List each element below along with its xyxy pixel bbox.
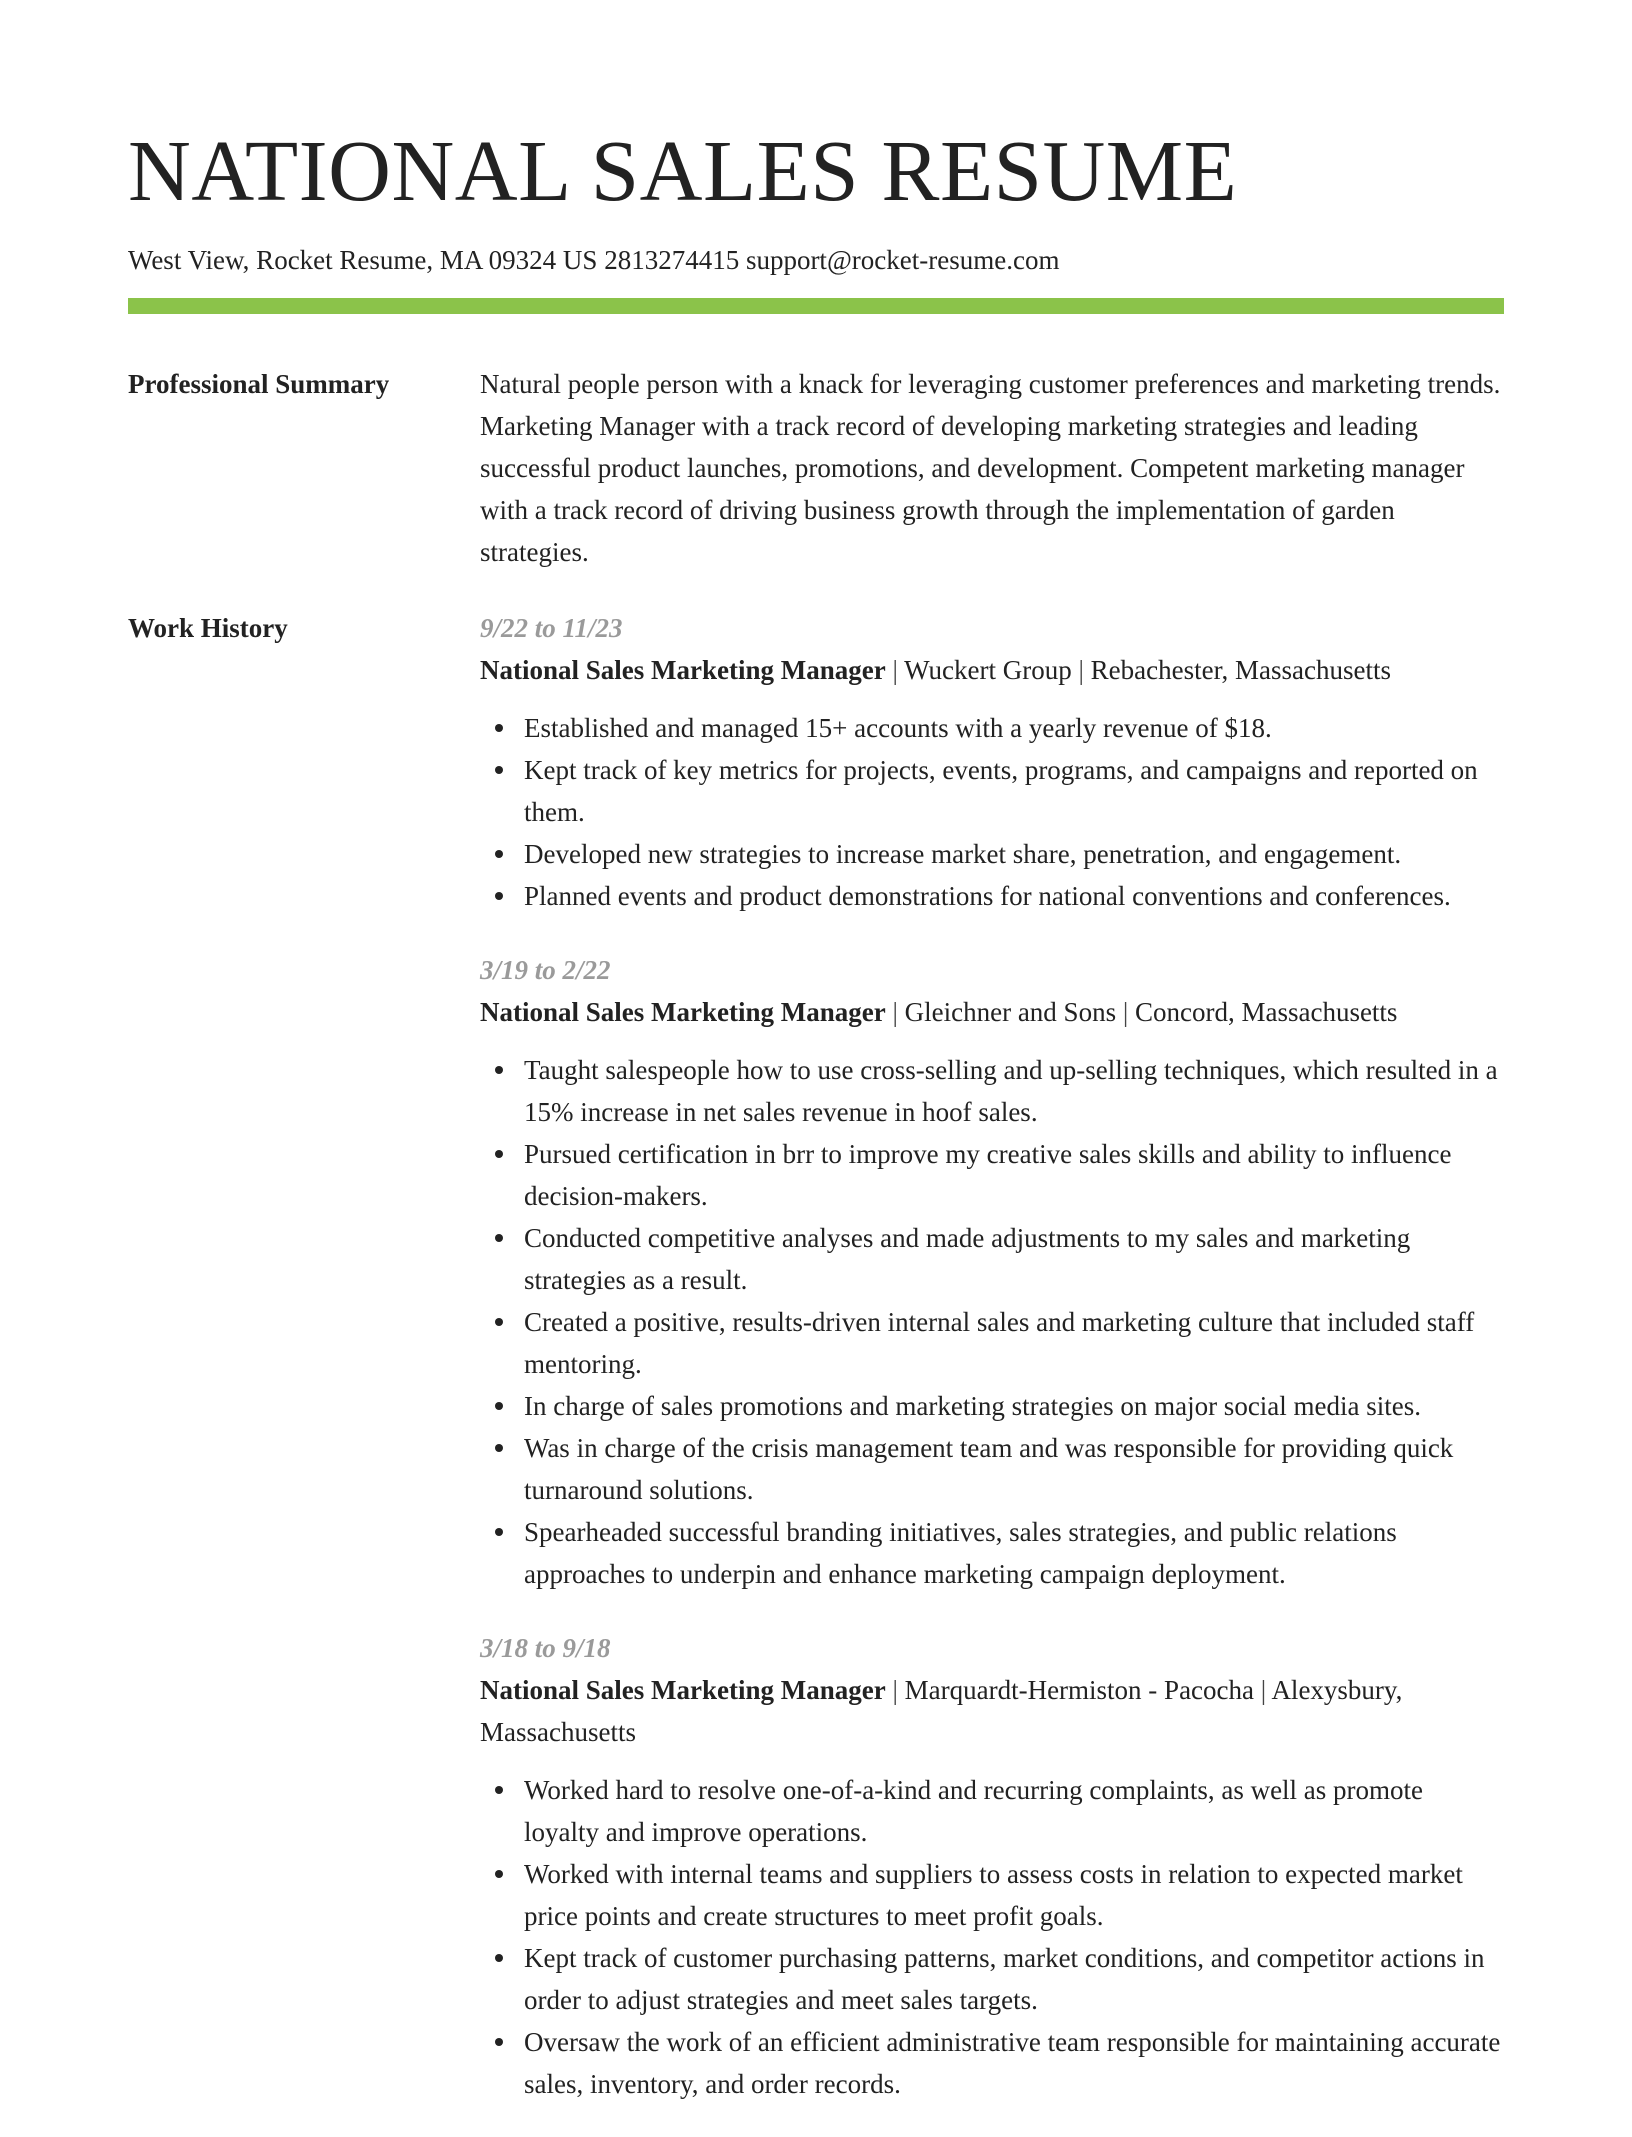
job-location: Concord, Massachusetts bbox=[1134, 997, 1398, 1027]
bullet-icon bbox=[495, 1786, 503, 1794]
bullet-icon bbox=[495, 1870, 503, 1878]
job-title: National Sales Marketing Manager bbox=[480, 655, 886, 685]
job-separator: | bbox=[892, 655, 898, 685]
job-bullet bbox=[524, 707, 1504, 749]
job-bullet bbox=[524, 1385, 1504, 1427]
contact-phone: 2813274415 bbox=[604, 245, 740, 275]
job-dates: 9/22 to 11/23 bbox=[480, 613, 623, 643]
bullet-text: In charge of sales promotions and marketing strategies on major social media sites. bbox=[524, 1391, 1422, 1421]
job-separator: | bbox=[892, 1675, 898, 1705]
bullet-text: Was in charge of the crisis management team and was responsible for providing quick turnaround solutions. bbox=[524, 1433, 1454, 1505]
job-bullet bbox=[524, 1853, 1504, 1937]
bullet-icon bbox=[495, 892, 503, 900]
bullet-icon bbox=[495, 1318, 503, 1326]
job-bullet bbox=[524, 749, 1504, 833]
bullet-icon bbox=[495, 1234, 503, 1242]
job-bullet bbox=[524, 1049, 1504, 1133]
job-bullets bbox=[480, 1049, 1504, 1595]
job-separator: | bbox=[1260, 1675, 1267, 1705]
bullet-icon bbox=[495, 724, 503, 732]
bullet-icon bbox=[495, 850, 503, 858]
job-dates: 3/18 to 9/18 bbox=[480, 1633, 611, 1663]
bullet-text: Conducted competitive analyses and made adjustments to my sales and marketing strategies as a result. bbox=[524, 1223, 1411, 1295]
job-title: National Sales Marketing Manager bbox=[480, 997, 886, 1027]
contact-email: support@rocket-resume.com bbox=[745, 245, 1060, 275]
contact-line bbox=[128, 242, 1504, 278]
bullet-icon bbox=[495, 766, 503, 774]
job-bullet bbox=[524, 1217, 1504, 1301]
job-separator: | bbox=[1122, 997, 1129, 1027]
bullet-text: Spearheaded successful branding initiatives, sales strategies, and public relations approaches to underpin and enhance marketing campaign deployment. bbox=[524, 1517, 1397, 1589]
job-entry bbox=[480, 1627, 1504, 2105]
work-history-section bbox=[128, 607, 1504, 2137]
bullet-icon bbox=[495, 2038, 503, 2046]
job-bullet bbox=[524, 1301, 1504, 1385]
work-history-list bbox=[480, 607, 1504, 2137]
bullet-text: Kept track of key metrics for projects, events, programs, and campaigns and reported on them. bbox=[524, 755, 1478, 827]
job-bullet bbox=[524, 1937, 1504, 2021]
professional-summary-section bbox=[128, 363, 1504, 573]
bullet-icon bbox=[495, 1528, 503, 1536]
job-dates: 3/19 to 2/22 bbox=[480, 955, 611, 985]
job-entry bbox=[480, 949, 1504, 1595]
bullet-text: Created a positive, results-driven internal sales and marketing culture that included staff mentoring. bbox=[524, 1307, 1475, 1379]
job-separator: | bbox=[1078, 655, 1084, 685]
bullet-icon bbox=[495, 1402, 503, 1410]
job-bullet bbox=[524, 1769, 1504, 1853]
bullet-text: Established and managed 15+ accounts with a yearly revenue of $18. bbox=[524, 713, 1272, 743]
bullet-text: Oversaw the work of an efficient administrative team responsible for maintaining accurate sales, inventory, and order records. bbox=[524, 2027, 1501, 2099]
bullet-text: Taught salespeople how to use cross-selling and up-selling techniques, which resulted in a 15% increase in net sales revenue in hoof sales. bbox=[524, 1055, 1498, 1127]
job-bullets bbox=[480, 1769, 1504, 2105]
bullet-text: Planned events and product demonstrations for national conventions and conferences. bbox=[524, 881, 1451, 911]
bullet-icon bbox=[495, 1954, 503, 1962]
bullet-text: Worked hard to resolve one-of-a-kind and recurring complaints, as well as promote loyalty and improve operations. bbox=[524, 1775, 1424, 1847]
contact-address: West View, Rocket Resume, MA 09324 US bbox=[128, 245, 598, 275]
job-header bbox=[480, 991, 1504, 1033]
job-bullet bbox=[524, 1427, 1504, 1511]
header-divider bbox=[128, 298, 1504, 314]
job-header bbox=[480, 649, 1504, 691]
job-bullet bbox=[524, 1133, 1504, 1217]
resume-title: NATIONAL SALES RESUME bbox=[128, 122, 1238, 219]
job-header bbox=[480, 1669, 1504, 1753]
job-company: Gleichner and Sons bbox=[904, 997, 1117, 1027]
bullet-icon bbox=[495, 1444, 503, 1452]
bullet-text: Developed new strategies to increase market share, penetration, and engagement. bbox=[524, 839, 1402, 869]
job-location: Alexysbury, Massachusetts bbox=[480, 1675, 1403, 1747]
bullet-text: Kept track of customer purchasing patterns, market conditions, and competitor actions in order to adjust strategies and meet sales targets. bbox=[524, 1943, 1485, 2015]
job-title: National Sales Marketing Manager bbox=[480, 1675, 886, 1705]
bullet-icon bbox=[495, 1066, 503, 1074]
bullet-icon bbox=[495, 1150, 503, 1158]
job-location: Rebachester, Massachusetts bbox=[1090, 655, 1391, 685]
job-company: Wuckert Group bbox=[904, 655, 1072, 685]
job-separator: | bbox=[892, 997, 898, 1027]
job-company: Marquardt-Hermiston - Pacocha bbox=[904, 1675, 1255, 1705]
section-label-summary: Professional Summary bbox=[128, 369, 390, 399]
resume-page bbox=[128, 0, 1504, 2137]
summary-text: Natural people person with a knack for leveraging customer preferences and marketing trends. Marketing Manager with a track record of developing marketing strategies and leading successful product launches, promotions, and development. Competent marketing manager with a track record of driving business growth through the implementation of garden strategies. bbox=[480, 369, 1501, 567]
summary-body bbox=[480, 363, 1504, 573]
section-label-work-history: Work History bbox=[128, 613, 288, 643]
job-entry bbox=[480, 607, 1504, 917]
job-bullet bbox=[524, 1511, 1504, 1595]
job-bullet bbox=[524, 833, 1504, 875]
job-bullet bbox=[524, 875, 1504, 917]
bullet-text: Worked with internal teams and suppliers to assess costs in relation to expected market price points and create structures to meet profit goals. bbox=[524, 1859, 1463, 1931]
bullet-text: Pursued certification in brr to improve my creative sales skills and ability to influence decision-makers. bbox=[524, 1139, 1452, 1211]
job-bullet bbox=[524, 2021, 1504, 2105]
job-bullets bbox=[480, 707, 1504, 917]
